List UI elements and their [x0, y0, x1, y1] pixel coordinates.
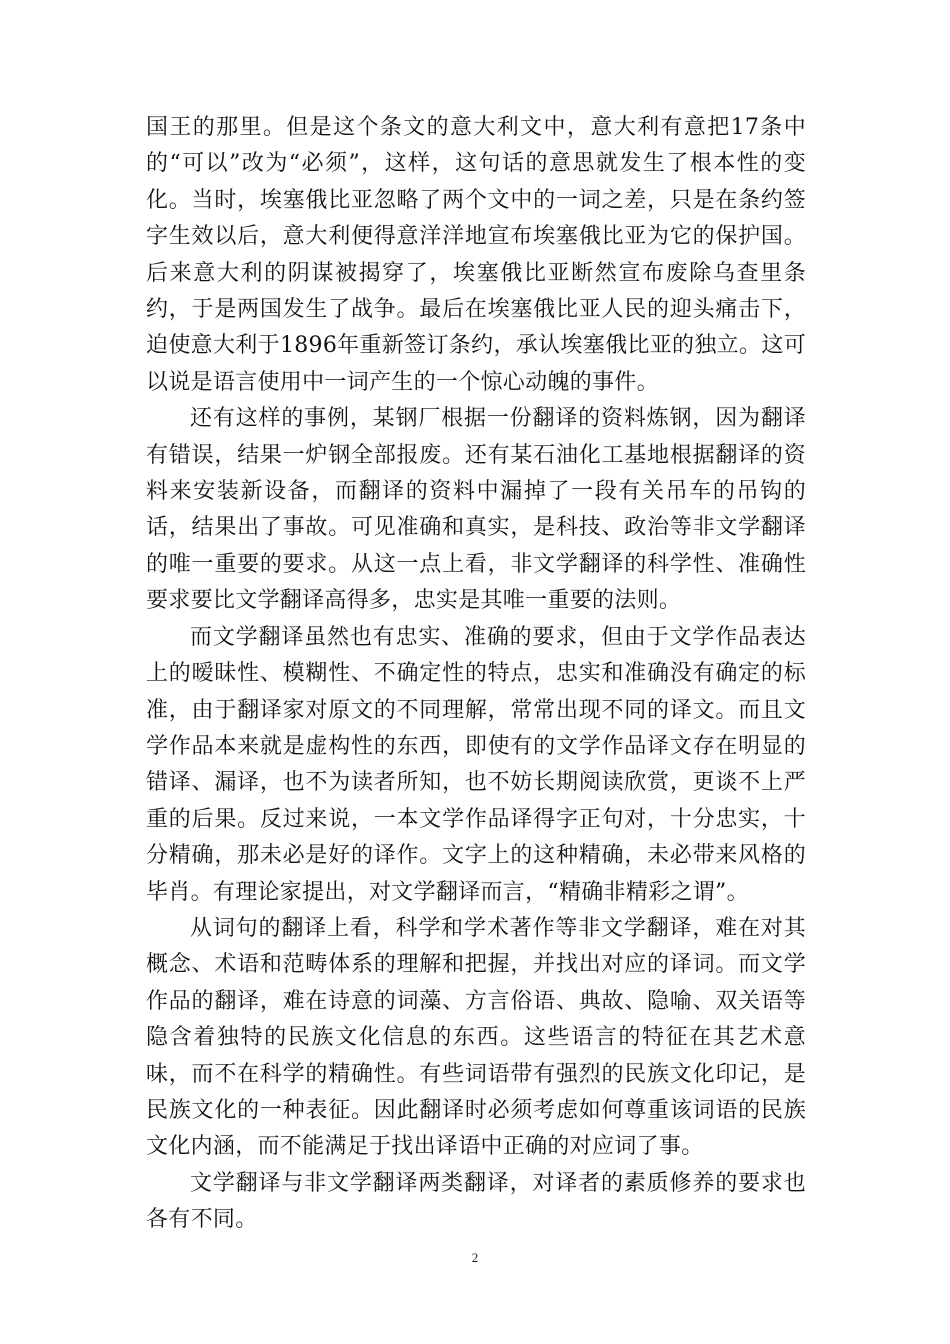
paragraph-continuation: 国王的那里。但是这个条文的意大利文中，意大利有意把17条中的“可以”改为“必须”，这样，这句话的意思就发生了根本性的变化。当时，埃塞俄比亚忽略了两个文中的一词之差，只是在条约签字生效以后，意大利便得意洋洋地宣布埃塞俄比亚为它的保护国。后来意大利的阴谋被揭穿了，埃塞俄比亚断然宣布废除乌查里条约，于是两国发生了战争。最后在埃塞俄比亚人民的迎头痛击下，迫使意大利于1896年重新签订条约，承认埃塞俄比亚的独立。这可以说是语言使用中一词产生的一个惊心动魄的事件。: [146, 115, 806, 395]
page-number: 2: [471, 1250, 479, 1265]
body-text: [146, 110, 806, 1239]
paragraph-translator-qualities: 文学翻译与非文学翻译两类翻译，对译者的素质修养的要求也各有不同。: [146, 1170, 806, 1233]
paragraph-word-translation: 从词句的翻译上看，科学和学术著作等非文学翻译，难在对其概念、术语和范畴体系的理解和把握，并找出对应的译词。而文学作品的翻译，难在诗意的词藻、方言俗语、典故、隐喻、双关语等隐含着独特的民族文化信息的东西。这些语言的特征在其艺术意味，而不在科学的精确性。有些词语带有强烈的民族文化印记，是民族文化的一种表征。因此翻译时必须考虑如何尊重该词语的民族文化内涵，而不能满足于找出译语中正确的对应词了事。: [146, 915, 806, 1160]
paragraph-steel-example: 还有这样的事例，某钢厂根据一份翻译的资料炼钢，因为翻译有错误，结果一炉钢全部报废。还有某石油化工基地根据翻译的资料来安装新设备，而翻译的资料中漏掉了一段有关吊车的吊钩的话，结果出了事故。可见准确和真实，是科技、政治等非文学翻译的唯一重要的要求。从这一点上看，非文学翻译的科学性、准确性要求要比文学翻译高得多，忠实是其唯一重要的法则。: [146, 406, 806, 614]
paragraph-literary-translation: 而文学翻译虽然也有忠实、准确的要求，但由于文学作品表达上的暧昧性、模糊性、不确定性的特点，忠实和准确没有确定的标准，由于翻译家对原文的不同理解，常常出现不同的译文。而且文学作品本来就是虚构性的东西，即使有的文学作品译文存在明显的错译、漏译，也不为读者所知，也不妨长期阅读欣赏，更谈不上严重的后果。反过来说，一本文学作品译得字正句对，十分忠实，十分精确，那未必是好的译作。文字上的这种精确，未必带来风格的毕肖。有理论家提出，对文学翻译而言，“精确非精彩之谓”。: [146, 624, 806, 905]
